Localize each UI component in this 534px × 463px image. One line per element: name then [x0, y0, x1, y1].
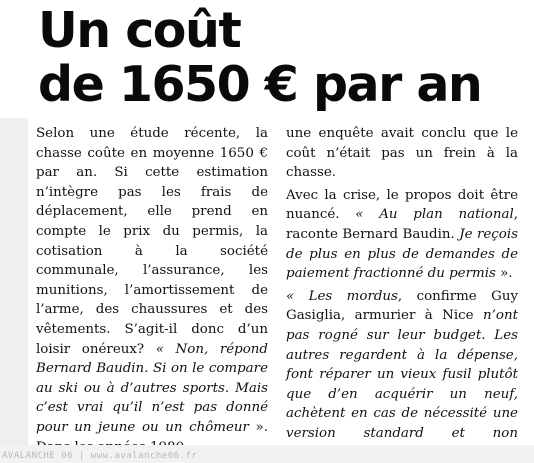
footer-bar [0, 445, 534, 463]
text-run: , raconte Bernard Baudin. [286, 207, 518, 242]
text-run: , confirme Guy Gasiglia, armurier à Nice [286, 288, 519, 324]
text-run: ». [255, 419, 268, 435]
article-column-right [286, 124, 518, 463]
left-margin-band [0, 118, 28, 445]
watermark-text: AVALANCHE 06 | www.avalanche06.fr [2, 451, 198, 461]
article-title [38, 4, 528, 112]
quote-run: « Au plan national [355, 207, 514, 223]
quote-run: Je reçois de plus en plus de demandes de paiement fractionné du permis [286, 226, 519, 282]
quote-run: n’ont pas rogné sur leur budget. Les autres regardent à la dépense, font réparer un vieux fusil plutôt que d’en acquérir un neuf, achètent en cas de nécessité une version standard et non [286, 308, 518, 441]
quote-run: « Les mordus [286, 288, 398, 304]
quote-run: « Non, répond Bernard Baudin. [36, 341, 268, 377]
text-run: Selon une étude récente, la chasse coûte en moyenne 1650 € par an. Si cette estimation n’intègre pas les frais de déplacement, elle prend en compte le prix du permis, la cotisation à la société communale, l’assurance, les munitions, l’amortissement de l’arme, des chaussures et des vêtements. S’agit-il donc d’un loisir onéreux? [36, 126, 268, 357]
title-line-1: Un coût [38, 2, 241, 59]
text-run: ». [495, 266, 513, 282]
text-run: Avec la crise, le propos doit être nuancé. [286, 187, 518, 223]
paragraph [36, 124, 268, 457]
paragraph [286, 287, 518, 463]
title-line-2: de 1650 € par an [38, 56, 482, 113]
article-column-left [36, 124, 268, 457]
paragraph: une enquête avait conclu que le coût n’était pas un frein à la chasse. [286, 126, 518, 181]
quote-run: Si on le compare au ski ou à d’autres sports. Mais c’est vrai qu’il n’est pas donné pour un jeune ou un chômeur [36, 361, 268, 435]
paragraph [286, 186, 518, 284]
